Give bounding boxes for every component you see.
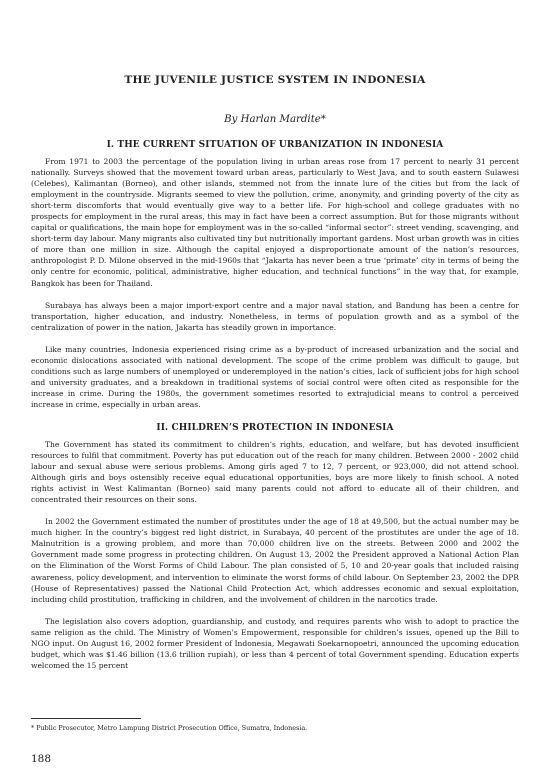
paragraph: Like many countries, Indonesia experienced rising crime as a by-product of increased urbanization and the social and economic dislocations associated with national development. The scope of the crime problem was difficult to gauge, but conditions such as large numbers of unemployed or underemployed in the nation’s cities, lack of sufficient jobs for high school and university graduates, and a breakdown in traditional systems of social control were often cited as responsible for the increase in crime. During the 1980s, the government sometimes resorted to extrajudicial means to control a perceived increase in crime, especially in urban areas. [31,344,519,409]
footnote: * Public Prosecutor, Metro Lampung District Prosecution Office, Sumatra, Indonesia. [31,724,308,732]
section-heading-urbanization: I. THE CURRENT SITUATION OF URBANIZATION IN INDONESIA [106,140,444,150]
paragraph: In 2002 the Government estimated the number of prostitutes under the age of 18 at 49,500, but the actual number may be much higher. In the country’s biggest red light district, in Surabaya, 40 percent of the prostitutes are under the age of 18. Malnutrition is a growing problem, and more than 70,000 children live on the streets. Between 2000 and 2002 the Government made some progress in protecting children. On August 13, 2002 the President approved a National Action Plan on the Elimination of the Worst Forms of Child Labour. The plan consisted of 5, 10 and 20-year goals that included raising awareness, policy development, and intervention to eliminate the worst forms of child labour. On September 23, 2002 the DPR (House of Representatives) passed the National Child Protection Act, which addresses economic and sexual exploitation, including child prostitution, trafficking in children, and the involvement of children in the narcotics trade. [31,517,519,604]
article-author: By Harlan Mardite* [224,114,326,125]
page-number: 188 [31,753,52,765]
paragraph: Surabaya has always been a major import-export centre and a major naval station, and Bandung has been a centre for transportation, higher education, and industry. Nonetheless, in terms of population growth and as a symbol of the centralization of power in the nation, Jakarta has steadily grown in importance. [31,300,519,332]
article-title: THE JUVENILE JUSTICE SYSTEM IN INDONESIA [124,74,426,86]
article-body [31,74,519,671]
paragraph: The Government has stated its commitment to children’s rights, education, and welfare, but has devoted insufficient resources to fulfil that commitment. Poverty has put education out of the reach for many children. Between 2000 - 2002 child labour and sexual abuse were serious problems. Among girls aged 7 to 12, 7 percent, or 923,000, did not attend school. Although girls and boys ostensibly receive equal educational opportunities, boys are more likely to finish school. A noted rights activist in West Kalimantan (Borneo) said many parents could not afford to educate all of their children, and concentrated their resources on their sons. [31,439,519,505]
paragraph: The legislation also covers adoption, guardianship, and custody, and requires parents who wish to adopt to practice the same religion as the child. The Ministry of Women’s Empowerment, responsible for children’s issues, opened up the Bill to NGO input. On August 16, 2002 former President of Indonesia, Megawati Soekarnopoetri, announced the upcoming education budget, which was $1.46 billion (13.6 trillion rupiah), or less than 4 percent of total Government spending. Education experts welcomed the 15 percent [31,616,519,670]
footnote-divider [31,718,141,719]
section-heading-childrens-protection: II. CHILDREN’S PROTECTION IN INDONESIA [156,422,394,433]
paragraph: From 1971 to 2003 the percentage of the population living in urban areas rose from 17 percent to nearly 31 percent nationally. Surveys showed that the movement toward urban areas, particularly to West Java, and to south eastern Sulawesi (Celebes), Kalimantan (Borneo), and other islands, stemmed not from the innate lure of the cities but from the lack of employment in the countryside. Migrants seemed to view the pollution, crime, anonymity, and grinding poverty of the city as short-term discomforts that would eventually give way to a better life. For high-school and college graduates with no prospects for employment in the rural areas, this may in fact have been a correct assumption. But for those migrants without capital or qualifications, the main hope for employment was in the so-called “informal sector”: street vending, scavenging, and short-term day labour. Many migrants also cultivated tiny but nutritionally important gardens. Most urban growth was in cities of more than one million in size. Although the capital enjoyed a disproportionate amount of the nation’s resources, anthropologist P. D. Milone observed in the mid-1960s that “Jakarta has never been a true ‘primate’ city in terms of being the only centre for economic, political, administrative, higher education, and technical functions” in the way that, for example, Bangkok has been for Thailand. [31,157,519,288]
